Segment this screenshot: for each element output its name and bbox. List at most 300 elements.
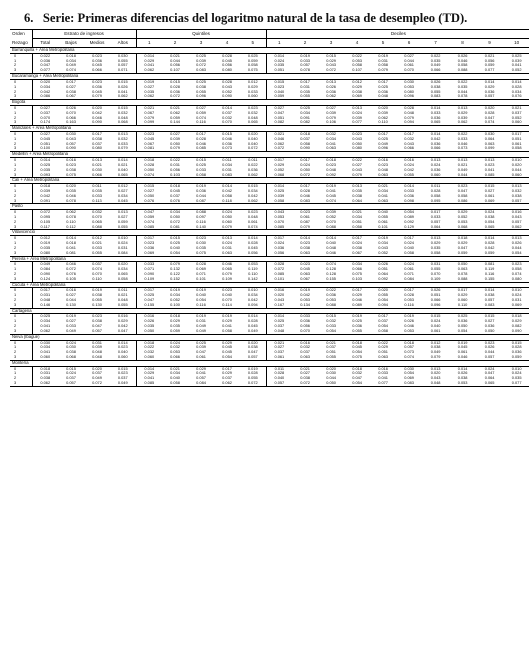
value-cell: 0.015 bbox=[117, 79, 128, 84]
value-cell: 0.014 bbox=[484, 79, 495, 84]
value-cell: 0.060 bbox=[457, 298, 468, 302]
value-cell: 0.056 bbox=[170, 167, 180, 172]
value-cell: 0.057 bbox=[66, 141, 76, 146]
value-cell: 0.034 bbox=[32, 345, 58, 350]
value-cell: 0.084 bbox=[32, 267, 58, 272]
value-cell: 0.045 bbox=[117, 198, 128, 203]
value-cell: 0.110 bbox=[92, 276, 102, 281]
value-cell: 0.061 bbox=[430, 328, 441, 333]
value-cell: 0.029 bbox=[457, 110, 468, 115]
value-cell: 0.039 bbox=[326, 209, 336, 215]
lag-cell: 0 bbox=[14, 261, 17, 267]
value-cell: 0.155 bbox=[484, 276, 495, 281]
value-cell: 0.055 bbox=[326, 354, 336, 359]
value-cell: 0.048 bbox=[117, 298, 128, 302]
value-cell: 0.036 bbox=[352, 324, 362, 329]
value-cell: 0.025 bbox=[378, 136, 388, 141]
header-rezago: Rezago bbox=[10, 39, 32, 48]
value-cell: 0.052 bbox=[457, 215, 468, 219]
value-cell: 0.059 bbox=[136, 215, 162, 220]
value-cell: 0.018 bbox=[404, 340, 414, 345]
value-cell: 0.050 bbox=[170, 141, 180, 146]
value-cell: 0.048 bbox=[247, 215, 258, 219]
value-cell: 0.057 bbox=[300, 63, 310, 68]
region-name: Barranquilla + Área Metropolitana bbox=[10, 48, 529, 54]
value-cell: 0.085 bbox=[484, 172, 495, 177]
value-cell: 0.056 bbox=[247, 250, 258, 255]
value-cell: 0.014 bbox=[136, 53, 162, 58]
column-header: 4 bbox=[344, 39, 370, 48]
value-cell: 0.088 bbox=[92, 224, 102, 229]
value-cell: 0.063 bbox=[326, 146, 336, 151]
value-cell: 0.072 bbox=[326, 68, 336, 73]
value-cell: 0.038 bbox=[484, 215, 495, 219]
value-cell: 0.055 bbox=[92, 250, 102, 255]
value-cell: 0.058 bbox=[404, 250, 414, 255]
value-cell: 0.023 bbox=[117, 371, 128, 376]
value-cell: 0.026 bbox=[378, 261, 388, 267]
value-cell: 0.106 bbox=[326, 120, 336, 125]
value-cell: 0.024 bbox=[404, 162, 414, 167]
value-cell: 0.038 bbox=[352, 193, 362, 198]
region-name: Cali + Área Metropolitana bbox=[10, 178, 529, 184]
value-cell: 0.055 bbox=[378, 293, 388, 298]
value-cell: 0.054 bbox=[378, 298, 388, 302]
value-cell: 0.059 bbox=[457, 250, 468, 255]
value-cell: 0.045 bbox=[247, 324, 258, 329]
value-cell: 0.042 bbox=[404, 167, 414, 172]
value-cell: 0.086 bbox=[457, 198, 468, 203]
value-cell: 0.015 bbox=[266, 79, 292, 84]
value-cell: 0.155 bbox=[136, 303, 162, 308]
value-cell: 0.062 bbox=[326, 94, 336, 99]
value-cell: 0.049 bbox=[66, 63, 76, 68]
value-cell: 0.027 bbox=[66, 84, 76, 89]
value-cell: 0.046 bbox=[66, 261, 76, 267]
value-cell: 0.073 bbox=[457, 146, 468, 151]
value-cell: 0.037 bbox=[222, 376, 232, 381]
value-cell: 0.029 bbox=[457, 209, 468, 215]
value-cell: 0.027 bbox=[196, 105, 206, 110]
value-cell: 0.027 bbox=[170, 131, 180, 136]
value-cell: 0.046 bbox=[222, 261, 232, 267]
header-deciles: Deciles bbox=[266, 30, 529, 39]
value-cell: 0.040 bbox=[266, 90, 292, 95]
value-cell: 0.037 bbox=[117, 376, 128, 381]
value-cell: 0.047 bbox=[484, 371, 495, 376]
value-cell: 0.013 bbox=[117, 209, 128, 215]
value-cell: 0.068 bbox=[266, 173, 292, 178]
value-cell: 0.034 bbox=[247, 188, 258, 193]
value-cell: 0.044 bbox=[457, 89, 468, 94]
value-cell: 0.079 bbox=[170, 261, 180, 267]
value-cell: 0.044 bbox=[511, 167, 522, 172]
value-cell: 0.063 bbox=[300, 250, 310, 255]
value-cell: 0.036 bbox=[136, 246, 162, 251]
value-cell: 0.105 bbox=[66, 276, 76, 281]
region-name: Cartagena bbox=[10, 308, 529, 314]
value-cell: 0.034 bbox=[117, 267, 128, 272]
lag-cell: 2 bbox=[14, 271, 17, 276]
value-cell: 0.074 bbox=[92, 267, 102, 272]
value-cell: 0.059 bbox=[247, 58, 258, 63]
value-cell: 0.021 bbox=[378, 183, 388, 189]
value-cell: 0.023 bbox=[300, 209, 310, 215]
value-cell: 0.028 bbox=[300, 188, 310, 193]
value-cell: 0.065 bbox=[430, 120, 441, 125]
value-cell: 0.045 bbox=[222, 345, 232, 350]
value-cell: 0.017 bbox=[378, 79, 388, 84]
value-cell: 0.020 bbox=[66, 183, 76, 189]
value-cell: 0.029 bbox=[378, 345, 388, 350]
value-cell: 0.075 bbox=[352, 271, 362, 276]
value-cell: 0.048 bbox=[92, 354, 102, 359]
value-cell: 0.035 bbox=[92, 188, 102, 193]
value-cell: 0.034 bbox=[66, 58, 76, 63]
value-cell: 0.062 bbox=[266, 142, 292, 147]
value-cell: 0.174 bbox=[32, 120, 58, 125]
value-cell: 0.030 bbox=[117, 53, 128, 58]
value-cell: 0.032 bbox=[247, 110, 258, 115]
value-cell: 0.017 bbox=[404, 235, 414, 241]
value-cell: 0.058 bbox=[378, 63, 388, 68]
value-cell: 0.033 bbox=[92, 193, 102, 198]
value-cell: 0.059 bbox=[266, 94, 292, 99]
value-cell: 0.038 bbox=[66, 167, 76, 172]
value-cell: 0.051 bbox=[378, 350, 388, 355]
value-cell: 0.076 bbox=[136, 199, 162, 204]
value-cell: 0.013 bbox=[92, 157, 102, 163]
value-cell: 0.034 bbox=[378, 188, 388, 193]
lag-cell: 1 bbox=[14, 319, 17, 324]
value-cell: 0.048 bbox=[266, 329, 292, 334]
value-cell: 0.028 bbox=[404, 293, 414, 298]
value-cell: 0.031 bbox=[430, 261, 441, 267]
value-cell: 0.080 bbox=[511, 276, 522, 281]
value-cell: 0.163 bbox=[66, 120, 76, 125]
value-cell: 0.082 bbox=[511, 324, 522, 329]
value-cell: 0.058 bbox=[430, 193, 441, 198]
value-cell: 0.038 bbox=[92, 319, 102, 324]
value-cell: 0.074 bbox=[66, 68, 76, 73]
value-cell: 0.076 bbox=[170, 198, 180, 203]
lag-cell: 1 bbox=[14, 188, 17, 193]
value-cell: 0.028 bbox=[247, 241, 258, 246]
value-cell: 0.023 bbox=[136, 241, 162, 246]
value-cell: 0.033 bbox=[66, 324, 76, 329]
lag-cell: 1 bbox=[14, 136, 17, 141]
value-cell: 0.083 bbox=[300, 198, 310, 203]
value-cell: 0.043 bbox=[404, 141, 414, 146]
value-cell: 0.019 bbox=[378, 235, 388, 241]
lag-cell: 1 bbox=[14, 58, 17, 63]
value-cell: 0.020 bbox=[92, 366, 102, 371]
value-cell: 0.083 bbox=[396, 381, 422, 386]
value-cell: 0.023 bbox=[484, 340, 495, 345]
value-cell: 0.090 bbox=[92, 120, 102, 125]
value-cell: 0.047 bbox=[247, 350, 258, 355]
value-cell: 0.050 bbox=[300, 167, 310, 172]
value-cell: 0.067 bbox=[352, 250, 362, 255]
value-cell: 0.036 bbox=[430, 167, 441, 172]
value-cell: 0.027 bbox=[32, 132, 58, 137]
value-cell: 0.024 bbox=[266, 241, 292, 246]
value-cell: 0.026 bbox=[430, 287, 441, 293]
value-cell: 0.013 bbox=[457, 105, 468, 110]
value-cell: 0.057 bbox=[430, 219, 441, 224]
value-cell: 0.055 bbox=[430, 267, 441, 272]
value-cell: 0.057 bbox=[484, 94, 495, 99]
value-cell: 0.042 bbox=[484, 245, 495, 250]
value-cell: 0.019 bbox=[300, 287, 310, 293]
value-cell: 0.019 bbox=[457, 340, 468, 345]
value-cell: 0.014 bbox=[266, 53, 292, 58]
value-cell: 0.024 bbox=[117, 241, 128, 246]
value-cell: 0.058 bbox=[352, 63, 362, 68]
value-cell: 0.036 bbox=[457, 319, 468, 324]
value-cell: 0.022 bbox=[136, 345, 162, 350]
value-cell: 0.019 bbox=[352, 313, 362, 319]
value-cell: 0.068 bbox=[457, 224, 468, 229]
value-cell: 0.016 bbox=[66, 287, 76, 293]
value-cell: 0.072 bbox=[247, 146, 258, 151]
value-cell: 0.039 bbox=[196, 345, 206, 350]
value-cell: 0.025 bbox=[266, 319, 292, 324]
value-cell: 0.072 bbox=[266, 267, 292, 272]
value-cell: 0.045 bbox=[457, 345, 468, 350]
value-cell: 0.080 bbox=[352, 146, 362, 151]
value-cell: 0.052 bbox=[326, 215, 336, 219]
lag-cell: 3 bbox=[14, 328, 17, 333]
lag-cell: 2 bbox=[14, 63, 17, 68]
value-cell: 0.029 bbox=[196, 366, 206, 371]
value-cell: 0.088 bbox=[457, 276, 468, 281]
value-cell: 0.060 bbox=[247, 94, 258, 99]
value-cell: 0.037 bbox=[511, 110, 522, 115]
value-cell: 0.036 bbox=[300, 319, 310, 324]
value-cell: 0.076 bbox=[511, 94, 522, 99]
column-header: 10 bbox=[503, 39, 529, 48]
value-cell: 0.028 bbox=[136, 163, 162, 168]
value-cell: 0.028 bbox=[222, 79, 232, 84]
value-cell: 0.041 bbox=[511, 63, 522, 68]
value-cell: 0.037 bbox=[326, 345, 336, 350]
lag-cell: 0 bbox=[14, 157, 17, 163]
value-cell: 0.078 bbox=[66, 198, 76, 203]
value-cell: 0.033 bbox=[404, 188, 414, 193]
value-cell: 0.011 bbox=[430, 183, 441, 189]
value-cell: 0.047 bbox=[266, 111, 292, 116]
value-cell: 0.036 bbox=[430, 141, 441, 146]
value-cell: 0.021 bbox=[170, 53, 180, 58]
value-cell: 0.015 bbox=[484, 183, 495, 189]
value-cell: 0.032 bbox=[117, 136, 128, 141]
value-cell: 0.048 bbox=[326, 167, 336, 172]
value-cell: 0.014 bbox=[32, 158, 58, 163]
value-cell: 0.018 bbox=[326, 157, 336, 163]
value-cell: 0.032 bbox=[326, 131, 336, 136]
lag-cell: 3 bbox=[14, 250, 17, 255]
value-cell: 0.052 bbox=[511, 68, 522, 73]
value-cell: 0.070 bbox=[66, 110, 76, 115]
value-cell: 0.023 bbox=[92, 79, 102, 84]
value-cell: 0.046 bbox=[66, 193, 76, 198]
value-cell: 0.081 bbox=[136, 146, 162, 151]
value-cell: 0.039 bbox=[92, 345, 102, 350]
value-cell: 0.066 bbox=[430, 146, 441, 151]
value-cell: 0.040 bbox=[378, 209, 388, 215]
value-cell: 0.025 bbox=[170, 241, 180, 246]
value-cell: 0.035 bbox=[32, 168, 58, 173]
value-cell: 0.056 bbox=[484, 58, 495, 63]
value-cell: 0.119 bbox=[248, 267, 258, 272]
value-cell: 0.032 bbox=[117, 110, 128, 115]
region-name: Cúcuta + Área Metropolitana bbox=[10, 282, 529, 288]
value-cell: 0.042 bbox=[32, 194, 58, 199]
lag-cell: 1 bbox=[14, 267, 17, 272]
value-cell: 0.021 bbox=[117, 162, 128, 167]
value-cell: 0.017 bbox=[457, 287, 468, 293]
value-cell: 0.036 bbox=[92, 58, 102, 63]
value-cell: 0.062 bbox=[136, 94, 162, 99]
value-cell: 0.028 bbox=[170, 84, 180, 89]
value-cell: 0.014 bbox=[300, 235, 310, 241]
lag-cell: 3 bbox=[14, 172, 17, 177]
value-cell: 0.030 bbox=[404, 366, 414, 371]
value-cell: 0.107 bbox=[170, 68, 180, 73]
value-cell: 0.021 bbox=[300, 366, 310, 371]
value-cell: 0.063 bbox=[457, 267, 468, 272]
value-cell: 0.038 bbox=[430, 84, 441, 89]
value-cell: 0.039 bbox=[196, 58, 206, 63]
value-cell: 0.028 bbox=[266, 371, 292, 376]
value-cell: 0.085 bbox=[136, 381, 162, 386]
value-cell: 0.047 bbox=[136, 210, 162, 215]
value-cell: 0.022 bbox=[457, 131, 468, 136]
value-cell: 0.023 bbox=[511, 261, 522, 267]
value-cell: 0.066 bbox=[92, 68, 102, 73]
lag-cell: 0 bbox=[14, 105, 17, 110]
value-cell: 0.035 bbox=[32, 246, 58, 251]
value-cell: 0.017 bbox=[300, 157, 310, 163]
value-cell: 0.114 bbox=[222, 302, 232, 307]
value-cell: 0.016 bbox=[511, 209, 522, 215]
value-cell: 0.047 bbox=[136, 298, 162, 303]
value-cell: 0.128 bbox=[326, 267, 336, 272]
value-cell: 0.035 bbox=[430, 58, 441, 63]
value-cell: 0.025 bbox=[196, 79, 206, 84]
column-header: 1 bbox=[136, 39, 162, 48]
value-cell: 0.013 bbox=[430, 157, 441, 163]
value-cell: 0.080 bbox=[404, 89, 414, 94]
value-cell: 0.050 bbox=[457, 261, 468, 267]
value-cell: 0.071 bbox=[196, 271, 206, 276]
value-cell: 0.057 bbox=[404, 345, 414, 350]
region-name: Villavicencio bbox=[10, 230, 529, 236]
column-header: 4 bbox=[214, 39, 240, 48]
value-cell: 0.019 bbox=[300, 53, 310, 58]
value-cell: 0.049 bbox=[196, 328, 206, 333]
value-cell: 0.010 bbox=[511, 157, 522, 163]
value-cell: 0.012 bbox=[352, 79, 362, 84]
value-cell: 0.039 bbox=[378, 110, 388, 115]
value-cell: 0.027 bbox=[326, 105, 336, 110]
value-cell: 0.031 bbox=[511, 298, 522, 302]
value-cell: 0.040 bbox=[404, 245, 414, 250]
value-cell: 0.065 bbox=[476, 381, 503, 386]
value-cell: 0.058 bbox=[196, 172, 206, 177]
value-cell: 0.050 bbox=[136, 194, 162, 199]
value-cell: 0.047 bbox=[92, 324, 102, 329]
value-cell: 0.018 bbox=[352, 366, 362, 371]
region-name: Manizales + Área Metropolitana bbox=[10, 126, 529, 132]
value-cell: 0.040 bbox=[170, 376, 180, 381]
value-cell: 0.020 bbox=[326, 366, 336, 371]
value-cell: 0.073 bbox=[222, 146, 232, 151]
value-cell: 0.012 bbox=[32, 236, 58, 241]
value-cell: 0.024 bbox=[430, 162, 441, 167]
value-cell: 0.055 bbox=[352, 328, 362, 333]
value-cell: 0.017 bbox=[136, 236, 162, 241]
value-cell: 0.058 bbox=[457, 193, 468, 198]
table-body bbox=[10, 48, 529, 387]
value-cell: 0.116 bbox=[484, 271, 495, 276]
lag-cell: 1 bbox=[14, 345, 17, 350]
value-cell: 0.012 bbox=[430, 340, 441, 345]
value-cell: 0.053 bbox=[266, 215, 292, 220]
value-cell: 0.129 bbox=[404, 224, 414, 229]
value-cell: 0.082 bbox=[266, 120, 292, 125]
value-cell: 0.091 bbox=[300, 115, 310, 120]
value-cell: 0.038 bbox=[92, 293, 102, 298]
value-cell: 0.016 bbox=[378, 157, 388, 163]
value-cell: 0.018 bbox=[66, 53, 76, 58]
value-cell: 0.028 bbox=[247, 371, 258, 376]
value-cell: 0.015 bbox=[326, 313, 336, 319]
value-cell: 0.017 bbox=[378, 131, 388, 136]
value-cell: 0.046 bbox=[352, 298, 362, 302]
value-cell: 0.097 bbox=[196, 215, 206, 219]
value-cell: 0.049 bbox=[66, 328, 76, 333]
value-cell: 0.025 bbox=[247, 53, 258, 58]
value-cell: 0.039 bbox=[326, 110, 336, 115]
value-cell: 0.036 bbox=[247, 167, 258, 172]
value-cell: 0.017 bbox=[32, 288, 58, 293]
value-cell: 0.023 bbox=[352, 131, 362, 136]
value-cell: 0.078 bbox=[457, 94, 468, 99]
value-cell: 0.110 bbox=[457, 302, 468, 307]
value-cell: 0.030 bbox=[66, 345, 76, 350]
value-cell: 0.078 bbox=[300, 68, 310, 73]
value-cell: 0.048 bbox=[378, 94, 388, 99]
value-cell: 0.050 bbox=[484, 328, 495, 333]
value-cell: 0.017 bbox=[266, 158, 292, 163]
value-cell: 0.029 bbox=[222, 371, 232, 376]
value-cell: 0.057 bbox=[511, 219, 522, 224]
value-cell: 0.014 bbox=[266, 184, 292, 189]
value-cell: 0.072 bbox=[196, 63, 206, 68]
lag-cell: 1 bbox=[14, 162, 17, 167]
value-cell: 0.015 bbox=[511, 340, 522, 345]
value-cell: 0.058 bbox=[430, 250, 441, 255]
value-cell: 0.022 bbox=[352, 53, 362, 58]
value-cell: 0.023 bbox=[247, 105, 258, 110]
column-header: 9 bbox=[476, 39, 503, 48]
value-cell: 0.021 bbox=[511, 105, 522, 110]
value-cell: 0.026 bbox=[404, 319, 414, 324]
value-cell: 0.033 bbox=[378, 371, 388, 376]
value-cell: 0.034 bbox=[222, 162, 232, 167]
